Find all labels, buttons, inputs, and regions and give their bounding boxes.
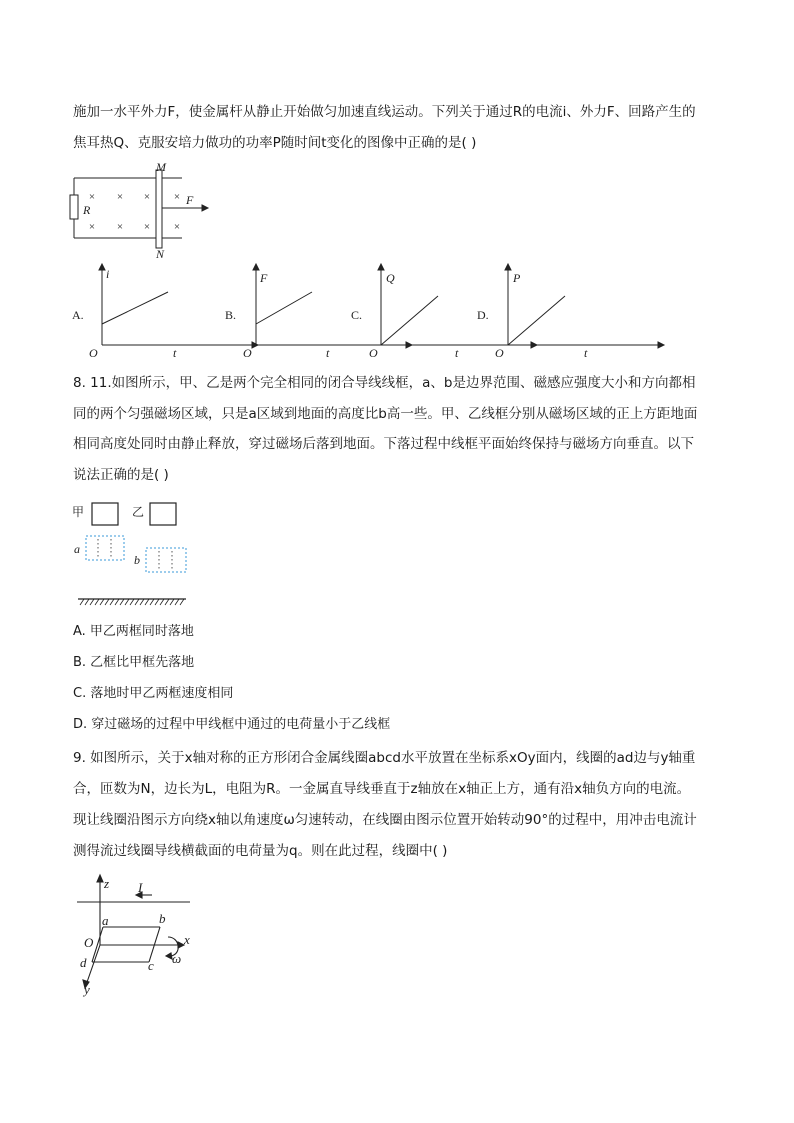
q9-text-line2: 合，匝数为N，边长为L，电阻为R。一金属直导线垂直于z轴放在x轴正上方，通有沿x轴负方向的电流。 <box>73 781 691 797</box>
q8-text-line1: 8. 11.如图所示，甲、乙是两个完全相同的闭合导线线框，a、b是边界范围、磁感应强度大小和方向都相 <box>73 375 696 391</box>
field-cross: × <box>173 191 181 203</box>
axis-y-label: y <box>84 982 90 997</box>
origin-O: O <box>84 935 94 950</box>
axis-z-label: z <box>104 876 110 891</box>
field-region-b <box>146 548 186 572</box>
field-cross: × <box>88 221 96 233</box>
q7-graph-options <box>60 262 740 362</box>
field-region-a <box>86 536 124 560</box>
graph-B-origin: O <box>243 346 252 360</box>
graph-C-ylabel: Q <box>386 271 395 285</box>
q8-option-D[interactable]: D. 穿过磁场的过程中甲线框中通过的电荷量小于乙线框 <box>73 717 391 732</box>
q7-circuit-figure <box>62 160 212 260</box>
vertex-d: d <box>80 955 87 970</box>
label-jia: 甲 <box>72 505 85 519</box>
option-A-label: A. <box>72 308 84 322</box>
q9-figure <box>72 872 202 1000</box>
q8-option-B[interactable]: B. 乙框比甲框先落地 <box>73 655 195 670</box>
label-a: a <box>74 542 80 556</box>
q8-figure <box>62 498 202 610</box>
field-cross: × <box>88 191 96 203</box>
vertex-b: b <box>159 911 166 926</box>
q9-text-line4: 测得流过线圈导线横截面的电荷量为q。则在此过程，线圈中( ) <box>73 843 448 859</box>
graph-C-xlabel: t <box>455 346 459 360</box>
q8-option-A[interactable]: A. 甲乙两框同时落地 <box>73 624 194 639</box>
graph-A-origin: O <box>89 346 98 360</box>
graph-D-ylabel: P <box>513 271 521 285</box>
current-I-label: I <box>138 880 143 895</box>
frame-yi <box>150 503 176 525</box>
option-D-label: D. <box>477 308 489 322</box>
label-b: b <box>134 553 140 567</box>
q8-text-line2: 同的两个匀强磁场区域，只是a区域到地面的高度比b高一些。甲、乙线框分别从磁场区域的正上方距地面 <box>73 406 698 422</box>
graph-D-xlabel: t <box>584 346 588 360</box>
q7-text-line1: 施加一水平外力F，使金属杆从静止开始做匀加速直线运动。下列关于通过R的电流i、外力F、回路产生的 <box>73 104 696 120</box>
label-F: F <box>186 193 194 207</box>
vertex-a: a <box>102 913 109 928</box>
graph-A-ylabel: i <box>106 267 110 281</box>
label-yi: 乙 <box>132 505 145 519</box>
field-cross: × <box>143 191 151 203</box>
field-cross: × <box>143 221 151 233</box>
label-N: N <box>156 247 165 260</box>
frame-jia <box>92 503 118 525</box>
field-cross: × <box>116 221 124 233</box>
axis-x-label: x <box>184 932 190 947</box>
q9-text-line1: 9. 如图所示，关于x轴对称的正方形闭合金属线圈abcd水平放置在坐标系xOy面内，线圈的ad边与y轴重 <box>73 750 696 766</box>
graph-C-origin: O <box>369 346 378 360</box>
vertex-c: c <box>148 958 154 973</box>
omega-label: ω <box>172 951 182 966</box>
graph-B-xlabel: t <box>326 346 330 360</box>
q9-text-line3: 现让线圈沿图示方向绕x轴以角速度ω匀速转动，在线圈由图示位置开始转动90°的过程中，用冲击电流计 <box>73 812 697 828</box>
q7-text-line2: 焦耳热Q、克服安培力做功的功率P随时间t变化的图像中正确的是( ) <box>73 135 477 151</box>
q8-text-line4: 说法正确的是( ) <box>73 467 169 483</box>
label-R: R <box>83 203 91 217</box>
q8-option-C[interactable]: C. 落地时甲乙两框速度相同 <box>73 686 234 701</box>
q8-text-line3: 相同高度处同时由静止释放，穿过磁场后落到地面。下落过程中线框平面始终保持与磁场方向垂直。以下 <box>73 436 694 452</box>
graph-D-origin: O <box>495 346 504 360</box>
field-cross: × <box>173 221 181 233</box>
option-C-label: C. <box>351 308 363 322</box>
graph-A-xlabel: t <box>173 346 177 360</box>
option-B-label: B. <box>225 308 237 322</box>
label-M: M <box>156 160 166 174</box>
graph-B-ylabel: F <box>260 271 268 285</box>
field-cross: × <box>116 191 124 203</box>
